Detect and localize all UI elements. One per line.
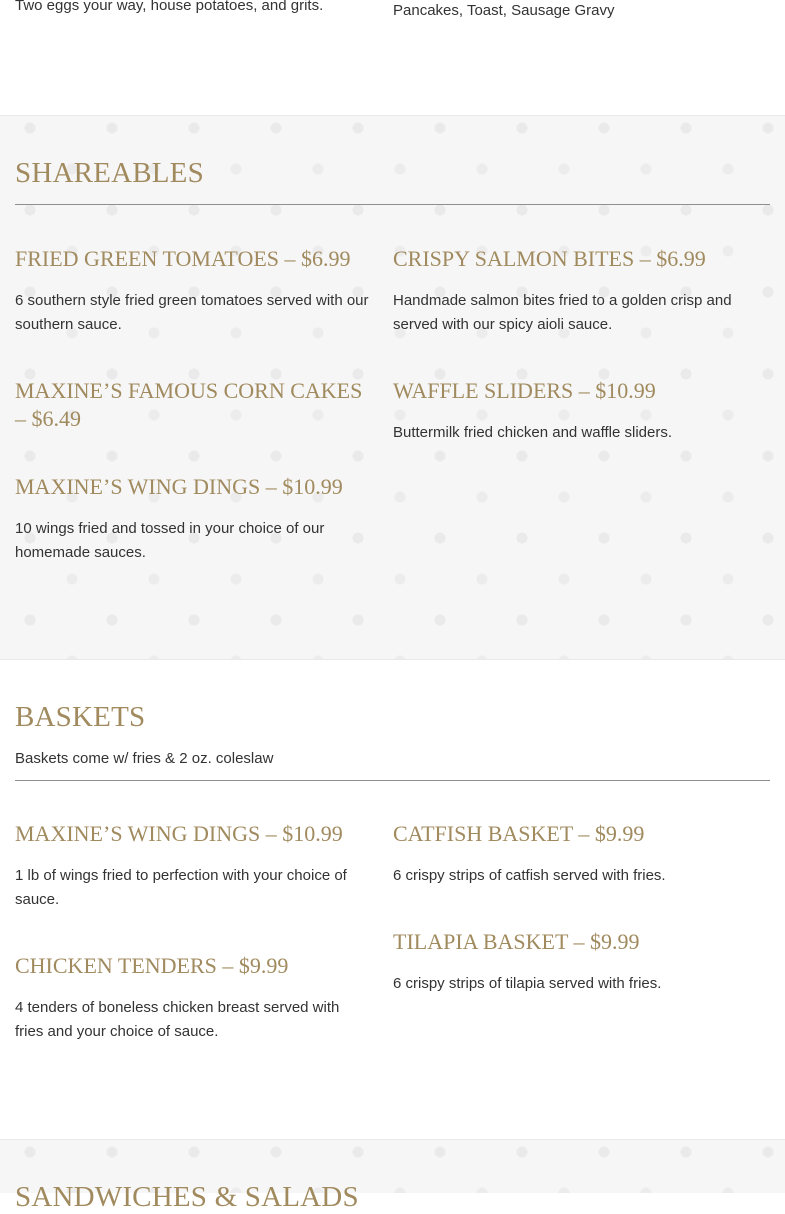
section-title: SHAREABLES [15,157,204,189]
menu-item-description: Pancakes, Toast, Sausage Gravy [393,2,615,19]
section-subtitle: Baskets come w/ fries & 2 oz. coleslaw [15,750,274,767]
menu-item-description: 1 lb of wings fried to perfection with your choice of sauce. [15,867,347,908]
baskets-section [0,660,785,1140]
shareables-section [0,115,785,660]
menu-item-title: TILAPIA BASKET – $9.99 [393,929,640,954]
section-divider [15,780,770,781]
menu-item-title: WAFFLE SLIDERS – $10.99 [393,378,656,403]
menu-item-title: MAXINE’S WING DINGS – $10.99 [15,474,343,499]
menu-item-description: 6 southern style fried green tomatoes served with our southern sauce. [15,292,369,333]
menu-item-title: CATFISH BASKET – $9.99 [393,821,645,846]
menu-item-description: 6 crispy strips of tilapia served with fries. [393,975,662,992]
menu-item-description: Two eggs your way, house potatoes, and grits. [15,0,324,14]
menu-item-description: Handmade salmon bites fried to a golden crisp and served with our spicy aioli sauce. [393,292,732,333]
section-title: BASKETS [15,701,146,733]
section-title: SANDWICHES & SALADS [15,1181,359,1213]
menu-item-title: CRISPY SALMON BITES – $6.99 [393,246,706,271]
menu-item-description: Buttermilk fried chicken and waffle sliders. [393,424,673,441]
menu-item-description: 6 crispy strips of catfish served with fries. [393,867,666,884]
sandwiches-salads-section [0,1139,785,1213]
section-divider [15,204,770,205]
breakfast-section-partial [0,0,785,115]
menu-item-title: CHICKEN TENDERS – $9.99 [15,953,289,978]
menu-item-description: 10 wings fried and tossed in your choice of our homemade sauces. [15,520,325,561]
menu-item-title: FRIED GREEN TOMATOES – $6.99 [15,246,351,271]
menu-item-title: MAXINE’S FAMOUS CORN CAKES – $6.49 [15,378,363,431]
menu-item-description: 4 tenders of boneless chicken breast served with fries and your choice of sauce. [15,999,340,1040]
menu-item-title: MAXINE’S WING DINGS – $10.99 [15,821,343,846]
